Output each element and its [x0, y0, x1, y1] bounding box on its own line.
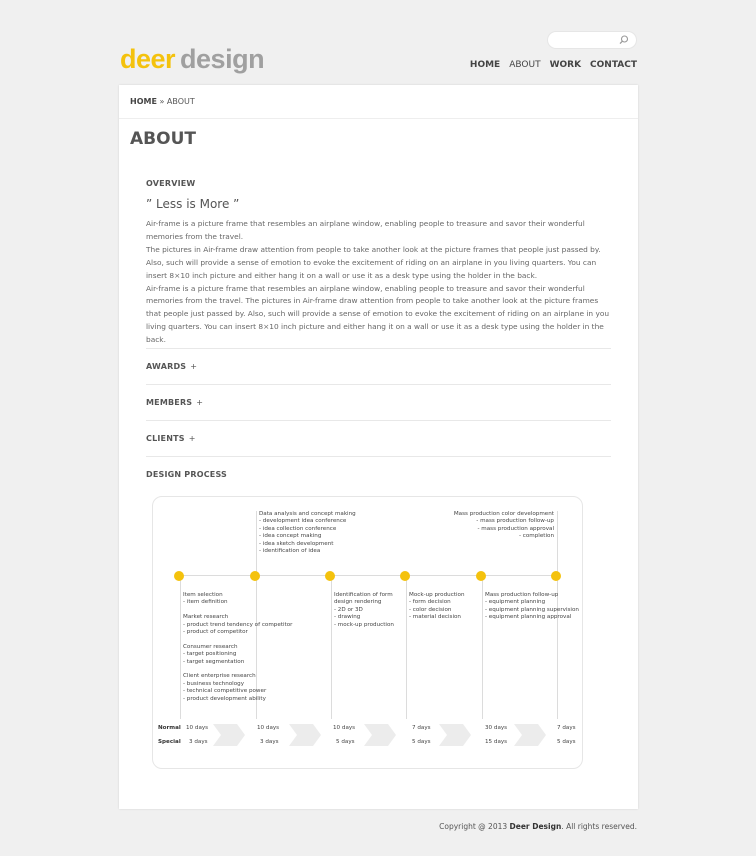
members-toggle[interactable]	[146, 398, 203, 407]
process-note: Data analysis and concept making - development idea conference - idea collection conference - idea concept making - idea sketch development - identification of idea	[259, 511, 356, 555]
chevron-arrow-icon	[514, 724, 546, 746]
breadcrumb-current: ABOUT	[166, 97, 195, 106]
duration-special: 5 days	[557, 739, 576, 745]
nav-home[interactable]: HOME	[469, 60, 501, 70]
section-divider	[146, 456, 611, 457]
process-note: Mass production color development - mass production follow-up - mass production approval - completion	[453, 511, 554, 540]
copyright-brand: Deer Design	[509, 822, 562, 831]
search-input[interactable]	[548, 32, 636, 48]
duration-normal: 7 days	[412, 725, 431, 731]
logo-word-deer: deer	[120, 44, 176, 74]
timeline-connector	[406, 579, 407, 719]
nav-about[interactable]: ABOUT	[509, 60, 541, 70]
row-label-special: Special	[158, 739, 181, 745]
duration-special: 3 days	[260, 739, 279, 745]
section-divider	[146, 348, 611, 349]
site-logo[interactable]	[120, 44, 264, 75]
clients-toggle[interactable]	[146, 434, 196, 443]
nav-contact[interactable]: CONTACT	[590, 60, 637, 70]
timeline-connector	[331, 579, 332, 719]
copyright-prefix: Copyright @ 2013	[439, 822, 510, 831]
section-divider	[146, 420, 611, 421]
breadcrumb-separator: »	[156, 97, 167, 106]
row-label-normal: Normal	[158, 725, 181, 731]
chevron-arrow-icon	[364, 724, 396, 746]
logo-word-design: design	[180, 44, 265, 74]
timeline-dot	[551, 571, 561, 581]
timeline-line	[179, 575, 559, 576]
content-panel	[119, 85, 638, 809]
chevron-arrow-icon	[289, 724, 321, 746]
duration-normal: 10 days	[257, 725, 280, 731]
timeline-dot	[174, 571, 184, 581]
process-note: Mock-up production - form decision - color decision - material decision	[409, 592, 465, 621]
section-divider	[146, 384, 611, 385]
overview-heading: OVERVIEW	[146, 179, 196, 188]
chevron-arrow-icon	[213, 724, 245, 746]
overview-paragraph: Air-frame is a picture frame that resembles an airplane window, enabling people to treasure and savor their wonderful memories from the travel. The pictures in Air-frame draw attention from people to take another look at the picture frames that people just passed by. Also, such will provide a sense of emotion to evoke the excitement of riding on an airplane in you living quarters. You can insert 8×10 inch picture and either hang it on a wall or use it as a desk type using the holder in the back.	[146, 283, 610, 345]
main-nav	[470, 60, 637, 70]
timeline-dot	[476, 571, 486, 581]
process-note: Mass production follow-up - equipment planning - equipment planning supervision - equipment planning approval	[485, 592, 579, 621]
overview-paragraph: The pictures in Air-frame draw attention from people to take another look at the picture frames that people just passed by. Also, such will provide a sense of emotion to evoke the excitement of riding on an airplane in you living quarters. You can insert 8×10 inch picture and either hang it on a wall or use it as a desk type using the holder in the back.	[146, 244, 601, 280]
breadcrumb-home[interactable]: HOME	[130, 97, 157, 106]
timeline-connector	[180, 579, 181, 719]
process-note: Identification of form design rendering - 2D or 3D - drawing - mock-up production	[334, 592, 394, 628]
overview-text	[146, 218, 611, 347]
design-process-diagram	[152, 496, 583, 769]
duration-special: 15 days	[485, 739, 508, 745]
breadcrumb	[130, 97, 195, 106]
members-label: MEMBERS	[146, 398, 193, 407]
process-note: Item selection - item definition Market research - product trend tendency of competitor - product of competitor Consumer research - target positioning - target segmentation Client enterprise research - business technology - technical competitive power - product development ability	[183, 592, 293, 702]
design-process-heading: DESIGN PROCESS	[146, 470, 228, 479]
clients-label: CLIENTS	[146, 434, 185, 443]
breadcrumb-divider	[119, 118, 638, 119]
duration-normal: 30 days	[485, 725, 508, 731]
plus-icon: +	[190, 362, 198, 371]
plus-icon: +	[188, 434, 196, 443]
chevron-arrow-icon	[439, 724, 471, 746]
duration-normal: 10 days	[186, 725, 209, 731]
awards-toggle[interactable]	[146, 362, 197, 371]
page-title: ABOUT	[130, 129, 196, 149]
copyright-notice	[439, 822, 637, 831]
duration-special: 5 days	[336, 739, 355, 745]
copyright-suffix: . All rights reserved.	[561, 822, 637, 831]
overview-paragraph: Air-frame is a picture frame that resembles an airplane window, enabling people to treasure and savor their wonderful memories from the travel.	[146, 219, 585, 241]
plus-icon: +	[196, 398, 204, 407]
search-icon[interactable]	[618, 34, 630, 46]
overview-quote: ” Less is More ”	[146, 197, 240, 211]
duration-normal: 10 days	[333, 725, 356, 731]
timeline-dot	[325, 571, 335, 581]
duration-special: 5 days	[412, 739, 431, 745]
timeline-dot	[400, 571, 410, 581]
duration-special: 3 days	[189, 739, 208, 745]
awards-label: AWARDS	[146, 362, 187, 371]
duration-normal: 7 days	[557, 725, 576, 731]
timeline-connector	[482, 579, 483, 719]
timeline-dot	[250, 571, 260, 581]
nav-work[interactable]: WORK	[549, 60, 582, 70]
